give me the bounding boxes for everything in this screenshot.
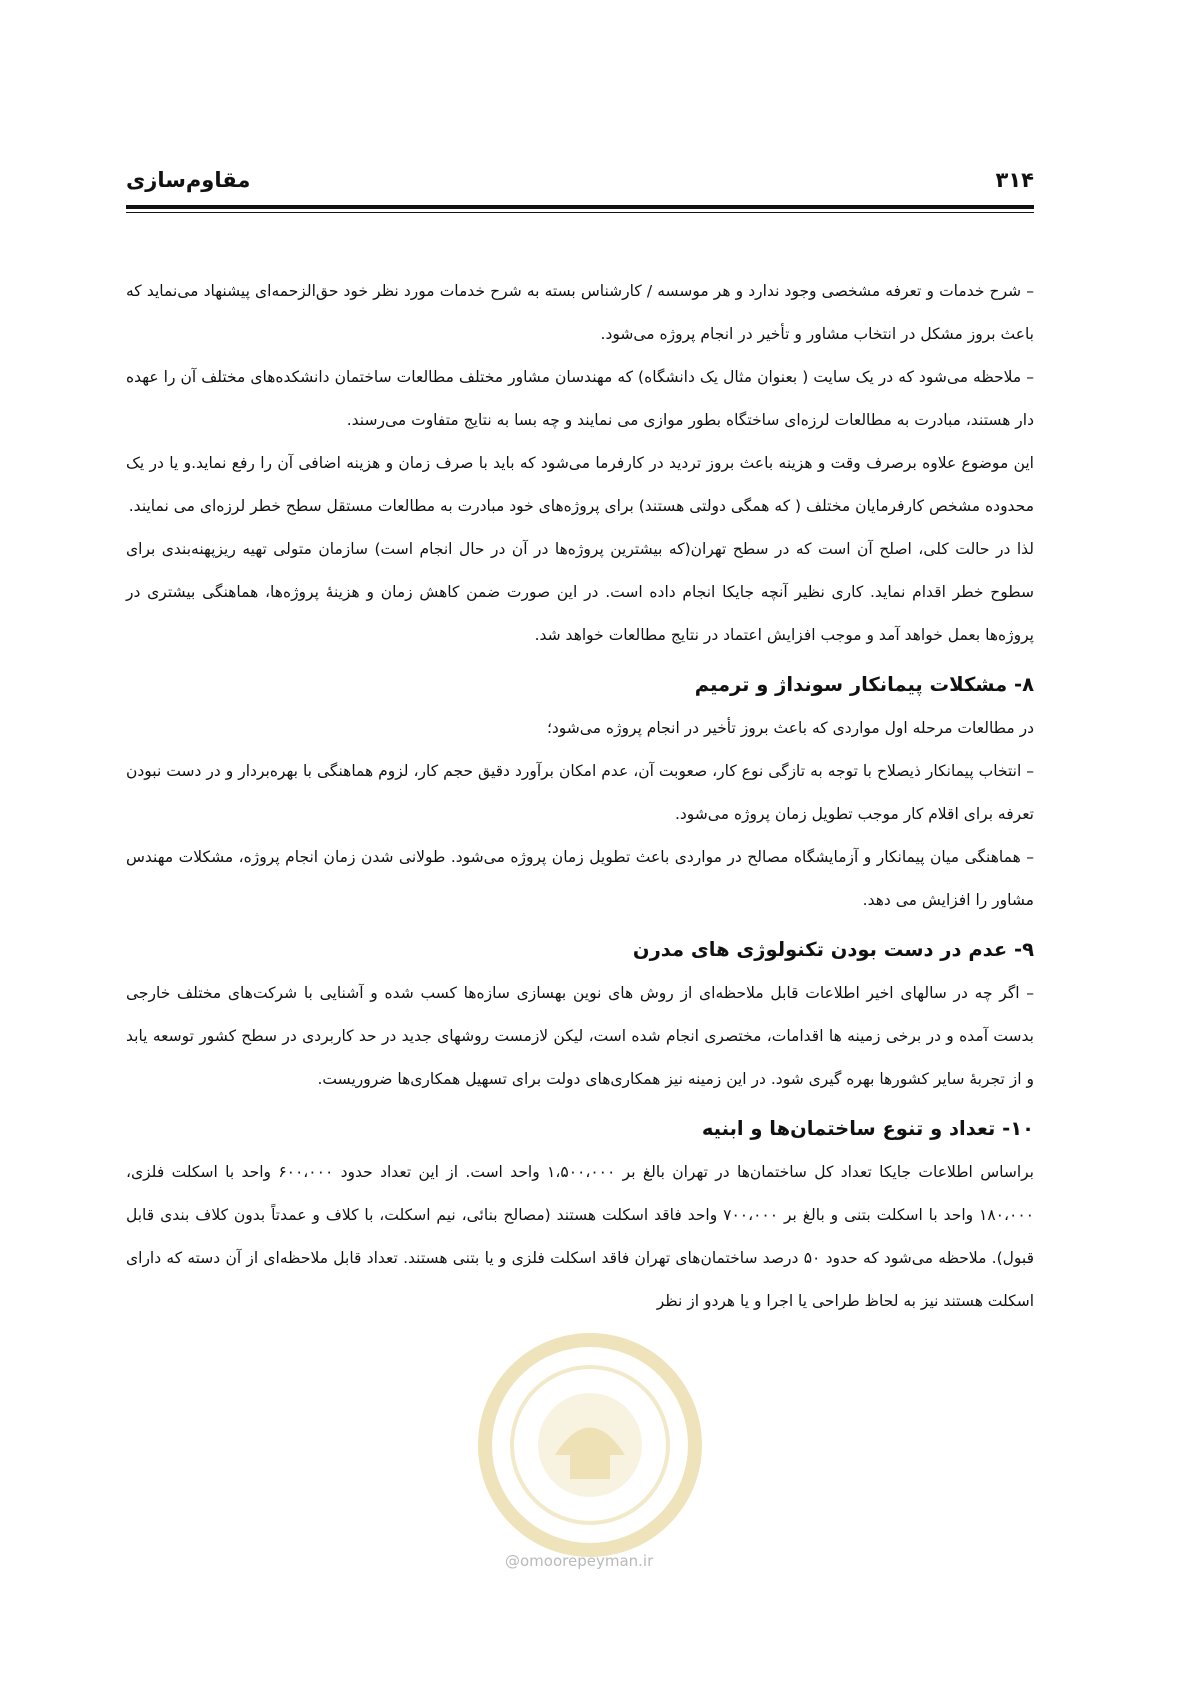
body-text: [126, 270, 1034, 1323]
running-header: [126, 168, 1034, 198]
bullet-item: – ملاحظه می‌شود که در یک سایت ( بعنوان مثال یک دانشگاه) که مهندسان مشاور مختلف مطالعات ساختمان دانشکده‌های مختلف آن را عهده دار هستند، مبادرت به مطالعات لرزه‌ای ساختگاه بطور موازی می نمایند و چه بسا به نتایج متفاوت می‌رسند.: [126, 368, 1034, 429]
header-rule-thick: [126, 205, 1034, 209]
page-number: ۳۱۴: [995, 168, 1034, 192]
bullet-item: – اگر چه در سالهای اخیر اطلاعات قابل ملاحظه‌ای از روش های نوین بهسازی سازه‌ها کسب شده و آشنایی با شرکت‌های مختلف خارجی بدست آمده و در برخی زمینه ها اقدامات، مختصری انجام شده است، لیکن لازمست روشهای جدید در حد کاربردی در سطح کشور توسعه یابد و از تجربهٔ سایر کشورها بهره گیری شود. در این زمینه نیز همکاری‌های دولت برای تسهیل همکاری‌ها ضروریست.: [126, 984, 1034, 1088]
paragraph: در مطالعات مرحله اول مواردی که باعث بروز تأخیر در انجام پروژه می‌شود؛: [546, 719, 1034, 737]
header-rule-thin: [126, 212, 1034, 213]
bullet-item: – هماهنگی میان پیمانکار و آزمایشگاه مصالح در مواردی باعث تطویل زمان پروژه می‌شود. طولانی شدن زمان انجام پروژه، مشکلات مهندس مشاور را افزایش می دهد.: [126, 848, 1034, 909]
bullet-item: – شرح خدمات و تعرفه مشخصی وجود ندارد و هر موسسه / کارشناس بسته به شرح خدمات مورد نظر خود حق‌الزحمه‌ای پیشنهاد می‌نماید که باعث بروز مشکل در انتخاب مشاور و تأخیر در انجام پروژه می‌شود.: [126, 282, 1034, 343]
section-heading: ۸- مشکلات پیمانکار سونداژ و ترمیم: [694, 673, 1034, 696]
section-heading: ۱۰- تعداد و تنوع ساختمان‌ها و ابنیه: [701, 1117, 1034, 1140]
paragraph: این موضوع علاوه برصرف وقت و هزینه باعث بروز تردید در کارفرما می‌شود که باید با صرف زمان و هزینه اضافی آن را رفع نماید.و یا در یک محدوده مشخص کارفرمایان مختلف ( که همگی دولتی هستند) برای پروژه‌های خود مبادرت به مطالعات مستقل سطح خطر لرزه‌ای می نمایند.: [126, 454, 1034, 515]
bullet-item: – انتخاب پیمانکار ذیصلاح با توجه به تازگی نوع کار، صعوبت آن، عدم امکان برآورد دقیق حجم کار، لزوم هماهنگی با بهره‌بردار و در دست نبودن تعرفه برای اقلام کار موجب تطویل زمان پروژه می‌شود.: [126, 762, 1034, 823]
section-heading: ۹- عدم در دست بودن تکنولوژی های مدرن: [632, 938, 1034, 961]
paragraph: لذا در حالت کلی، اصلح آن است که در سطح تهران(که بیشترین پروژه‌ها در آن در حال انجام است) سازمان متولی تهیه ریزپهنه‌بندی برای سطوح خطر اقدام نماید. کاری نظیر آنچه جایکا انجام داده است. در این صورت ضمن کاهش زمان و هزینهٔ پروژه‌ها، هماهنگی بیشتری در پروژه‌ها بعمل خواهد آمد و موجب افزایش اعتماد در نتایج مطالعات خواهد شد.: [126, 540, 1034, 644]
watermark-url: @omoorepeyman.ir: [505, 1552, 654, 1570]
paragraph: براساس اطلاعات جایکا تعداد کل ساختمان‌ها در تهران بالغ بر ۱،۵۰۰،۰۰۰ واحد است. از این تعداد حدود ۶۰۰،۰۰۰ واحد با اسکلت فلزی، ۱۸۰،۰۰۰ واحد با اسکلت بتنی و بالغ بر ۷۰۰،۰۰۰ واحد فاقد اسکلت هستند (مصالح بنائی، نیم اسکلت، با کلاف و عمدتاً بدون کلاف بندی قابل قبول). ملاحظه می‌شود که حدود ۵۰ درصد ساختمان‌های تهران فاقد اسکلت فلزی و یا بتنی هستند. تعداد قابل ملاحظه‌ای از آن دسته که دارای اسکلت هستند نیز به لحاظ طراحی یا اجرا و یا هردو از نظر: [126, 1163, 1034, 1310]
header-title: مقاوم‌سازی: [126, 168, 251, 192]
watermark-seal-icon: [475, 1330, 705, 1560]
